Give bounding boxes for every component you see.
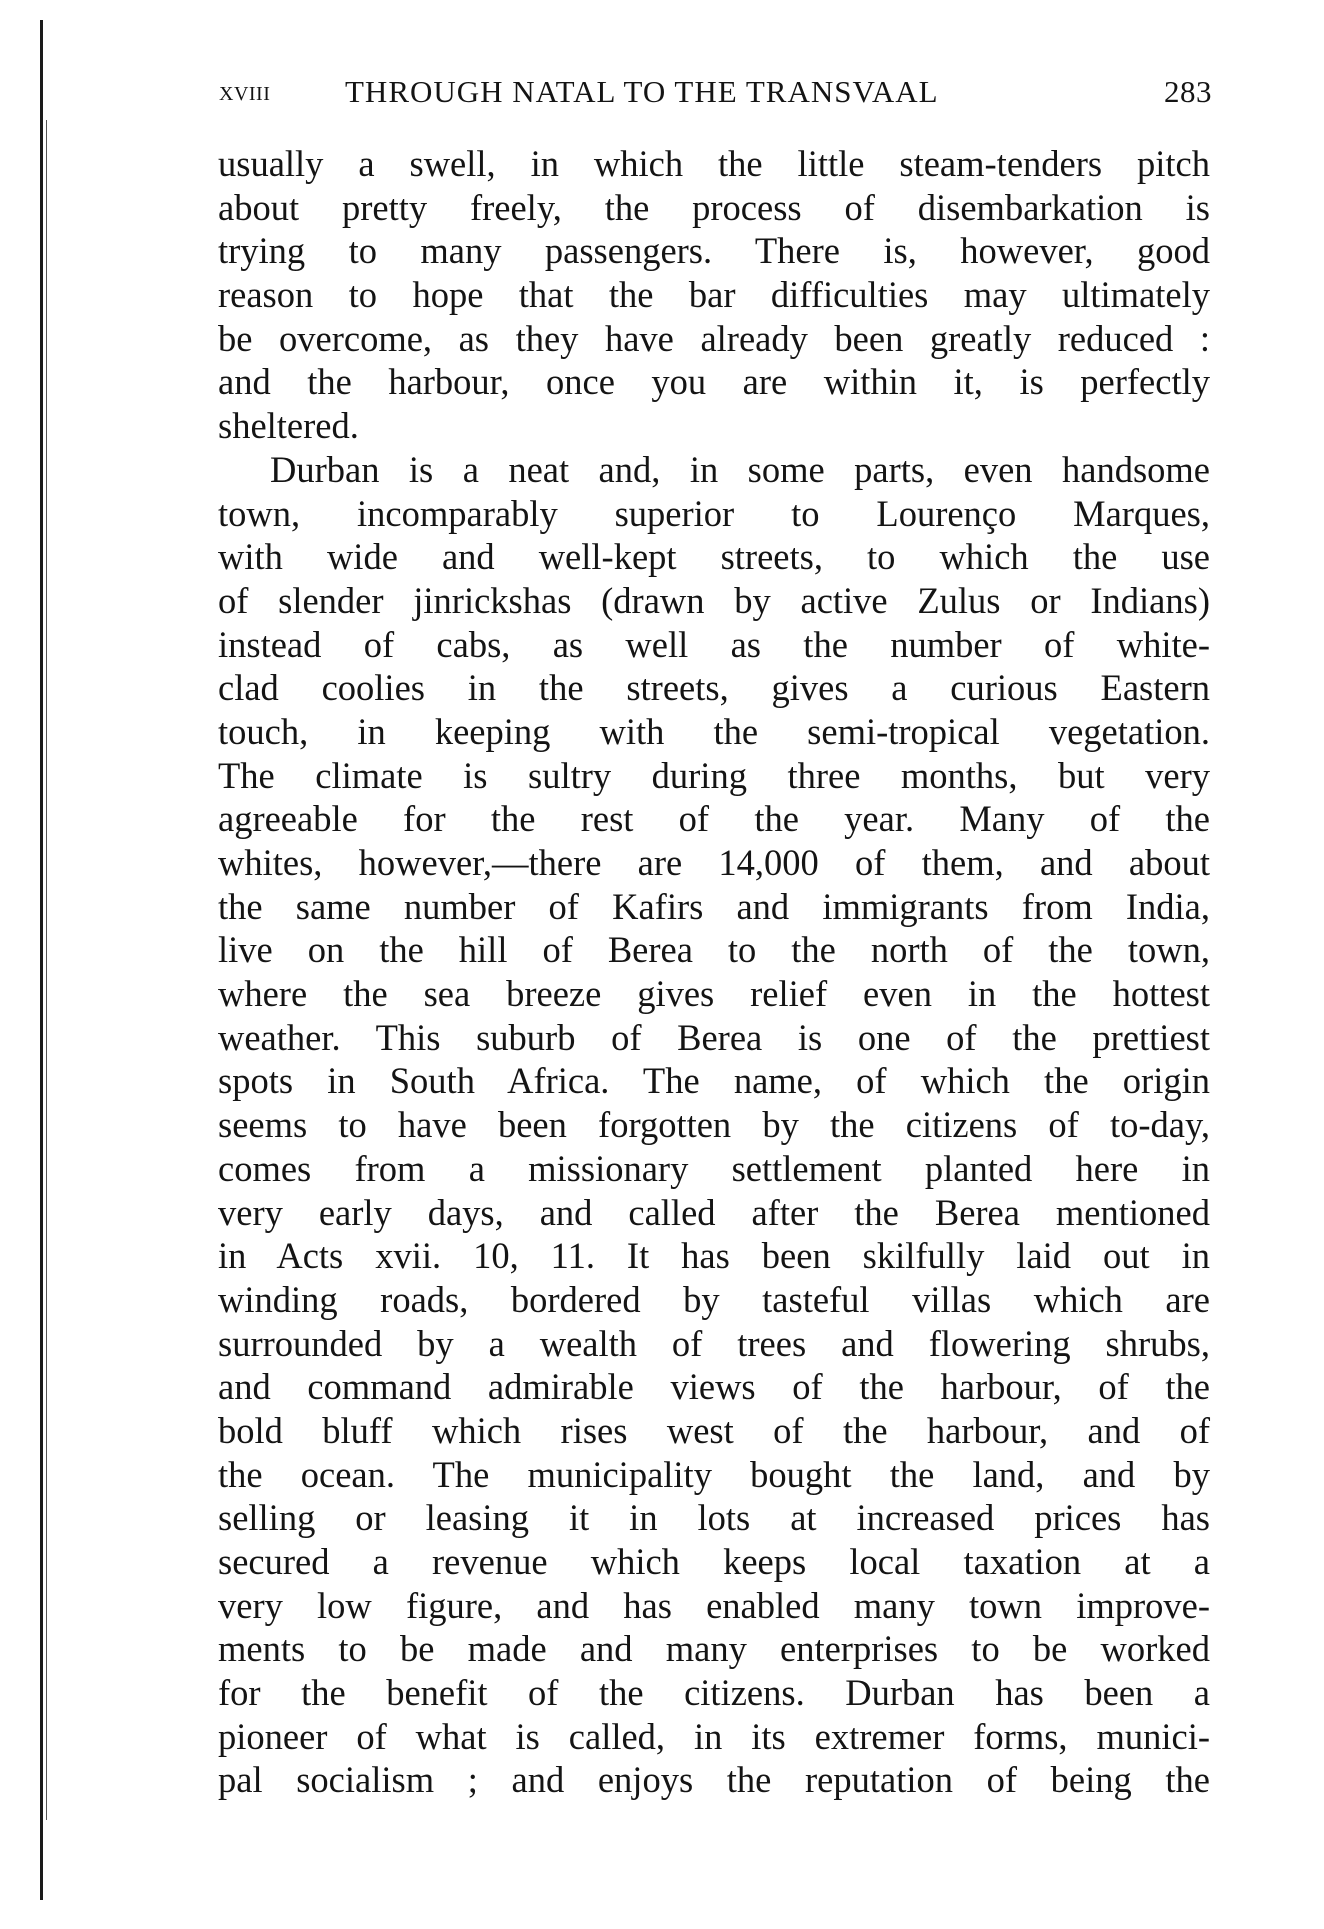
text-line: live on the hill of Berea to the north of the town, [218,929,1210,971]
running-header [219,72,1212,112]
text-line: and the harbour, once you are within it, is perfectly [218,361,1210,403]
text-line: pioneer of what is called, in its extremer forms, munici- [218,1715,1210,1757]
body-text [218,142,1210,1802]
text-line: in Acts xvii. 10, 11. It has been skilfully laid out in [218,1235,1210,1277]
text-line: clad coolies in the streets, gives a curious Eastern [218,667,1210,709]
text-line: selling or leasing it in lots at increased prices has [218,1497,1210,1539]
text-line: ments to be made and many enterprises to be worked [218,1628,1210,1670]
text-line: reason to hope that the bar difficulties may ultimately [218,274,1210,316]
text-line: trying to many passengers. There is, however, good [218,230,1210,272]
text-line: where the sea breeze gives relief even in the hottest [218,973,1210,1015]
text-line: instead of cabs, as well as the number of white- [218,623,1210,665]
text-line: touch, in keeping with the semi-tropical vegetation. [218,710,1210,752]
text-line: of slender jinrickshas (drawn by active Zulus or Indians) [218,579,1210,621]
scan-binding-edge [40,20,43,1900]
text-line: agreeable for the rest of the year. Many of the [218,798,1210,840]
scan-binding-shadow [46,120,47,1820]
text-line: for the benefit of the citizens. Durban has been a [218,1672,1210,1714]
text-line: weather. This suburb of Berea is one of the prettiest [218,1016,1210,1058]
text-line: be overcome, as they have already been greatly reduced : [218,317,1210,359]
text-line: very early days, and called after the Berea mentioned [218,1191,1210,1233]
text-line: town, incomparably superior to Lourenço Marques, [218,492,1210,534]
running-title: THROUGH NATAL TO THE TRANSVAAL [345,74,939,109]
text-line: bold bluff which rises west of the harbour, and of [218,1409,1210,1451]
paragraph-start-line: Durban is a neat and, in some parts, even handsome [270,448,1210,490]
text-line: pal socialism ; and enjoys the reputation of being the [218,1759,1210,1801]
text-line: spots in South Africa. The name, of which the origin [218,1060,1210,1102]
text-line: The climate is sultry during three months, but very [218,754,1210,796]
text-line: seems to have been forgotten by the citizens of to-day, [218,1104,1210,1146]
text-line: whites, however,—there are 14,000 of them, and about [218,842,1210,883]
text-line: very low figure, and has enabled many town improve- [218,1584,1210,1626]
text-line: and command admirable views of the harbour, of the [218,1366,1210,1408]
text-line: surrounded by a wealth of trees and flowering shrubs, [218,1322,1210,1364]
text-line: usually a swell, in which the little steam-tenders pitch [218,143,1210,184]
text-line: about pretty freely, the process of disembarkation is [218,186,1210,228]
text-line: winding roads, bordered by tasteful villas which are [218,1278,1210,1320]
page-number: 283 [1164,74,1212,109]
text-line: the same number of Kafirs and immigrants from India, [218,885,1210,927]
text-line: comes from a missionary settlement planted here in [218,1147,1210,1189]
text-line: secured a revenue which keeps local taxation at a [218,1541,1210,1582]
text-line: the ocean. The municipality bought the land, and by [218,1453,1210,1495]
paragraph-end-line: sheltered. [218,405,359,447]
chapter-number: xviii [219,76,271,107]
text-line: with wide and well-kept streets, to which the use [218,536,1210,578]
